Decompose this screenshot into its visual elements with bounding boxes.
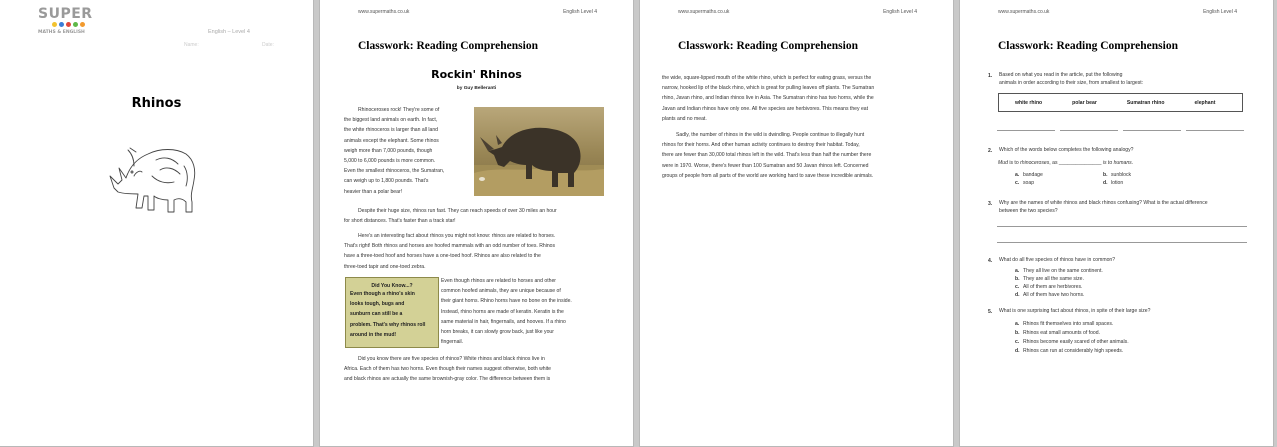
text-line: animals in order according to their size, from smallest to largest: xyxy=(999,79,1144,86)
option-letter: c. xyxy=(1015,339,1020,345)
paragraph-4 xyxy=(441,276,621,347)
text-line: Africa. Each of them has two horns. Even though their names suggest otherwise, both white xyxy=(344,366,551,373)
paragraph-dwindling xyxy=(662,130,942,181)
text-line: their giant horns. Rhino horns have no bone on the inside. xyxy=(441,298,572,305)
question-number: 5. xyxy=(988,309,993,315)
question-number: 2. xyxy=(988,148,993,154)
text-line: heavier than a polar bear! xyxy=(344,188,403,195)
text-line: have a three-toed hoof and horses have a one-toed hoof. Rhinos are also related to the xyxy=(344,253,541,260)
text-line: Instead, rhino horns are made of keratin. Keratin is the xyxy=(441,308,564,315)
option-a[interactable] xyxy=(1015,321,1113,327)
text-line: rhino, Javan rhino, and Indian rhinos live in Asia. The Sumatran rhino has two horns, while the xyxy=(662,95,874,102)
question-1-text xyxy=(999,72,1259,87)
option-text: bandage xyxy=(1023,172,1043,178)
text-line: narrow, hooked lip of the black rhino, which is great for pulling leaves off plants. The Sumatran xyxy=(662,85,875,92)
header-level: English Level 4 xyxy=(563,9,597,15)
level-label: English – Level 4 xyxy=(208,29,250,35)
option-c[interactable] xyxy=(1015,284,1082,290)
option-text: They all live on the same continent. xyxy=(1023,268,1103,274)
text-line: sunburn can still be a xyxy=(350,311,403,318)
text-line: problem. That's why rhinos roll xyxy=(350,321,426,328)
did-you-know-box xyxy=(345,277,439,348)
text-line: common hoofed animals, they are unique because of xyxy=(441,288,561,295)
paragraph-5 xyxy=(344,354,619,385)
text-line: horn breaks, it can slowly grow back, just like your xyxy=(441,329,554,336)
option-text: sunblock xyxy=(1111,172,1132,178)
option-letter: a. xyxy=(1015,268,1020,274)
rhino-drawing-icon xyxy=(108,136,200,216)
header-site: www.supermaths.co.uk xyxy=(678,9,730,15)
paragraph-2 xyxy=(344,206,614,226)
option-letter: a. xyxy=(1015,321,1020,327)
answer-line[interactable] xyxy=(997,242,1247,243)
paragraph-3 xyxy=(344,231,614,272)
option-d[interactable] xyxy=(1015,348,1123,354)
text-line: looks tough, bugs and xyxy=(350,301,405,308)
text-line: three-toed tapir and one-toed zebra. xyxy=(344,263,426,270)
answer-line[interactable] xyxy=(997,130,1055,131)
option-b[interactable] xyxy=(1015,276,1084,282)
classwork-title: Classwork: Reading Comprehension xyxy=(358,40,538,52)
option-d[interactable] xyxy=(1103,180,1123,186)
text-line: plants and no meat. xyxy=(662,115,707,122)
text-line: around in the mud! xyxy=(350,331,397,338)
story-title: Rockin' Rhinos xyxy=(431,68,522,81)
text-line: were in 1970. Worse, there's fewer than 100 Sumatran and 50 Javan rhinos left. Concerned xyxy=(662,162,869,169)
option-text: Rhinos eat small amounts of food. xyxy=(1023,330,1101,336)
page-2-article xyxy=(320,0,633,446)
date-label: Date: xyxy=(262,42,274,48)
text-line: between the two species? xyxy=(999,207,1058,214)
word-bank-item: elephant xyxy=(1194,99,1216,106)
option-letter: d. xyxy=(1015,292,1020,298)
option-text: Rhinos become easily scared of other animals. xyxy=(1023,339,1129,345)
text-line: Here's an interesting fact about rhinos you might not know: rhinos are related to horses. xyxy=(358,233,556,239)
text-line: groups of people from all parts of the world are working hard to save these incredible animals. xyxy=(662,172,874,179)
page-3-article-continued xyxy=(640,0,953,446)
logo-tagline: MATHS & ENGLISH xyxy=(38,30,85,35)
analogy-mud: Mud xyxy=(998,160,1008,166)
text-line: Despite their huge size, rhinos run fast. They can reach speeds of over 30 miles an hour xyxy=(358,208,557,214)
option-c[interactable] xyxy=(1015,180,1034,186)
question-4-text: What do all five species of rhinos have in common? xyxy=(999,257,1116,263)
byline: by Guy Belleranti xyxy=(456,86,497,91)
option-letter: c. xyxy=(1015,180,1020,186)
text-line: rhinos for their horns. And other human activity continues to destroy their habitat. Today, xyxy=(662,142,860,149)
did-you-know-heading: Did You Know...? xyxy=(371,283,413,289)
option-text: They are all the same size. xyxy=(1023,276,1084,282)
option-text: Rhinos fit themselves into small spaces. xyxy=(1023,321,1114,327)
analogy-humans: is to humans. xyxy=(1102,160,1134,166)
text-line: weigh more than 7,000 pounds, though xyxy=(344,147,433,154)
question-2-text: Which of the words below completes the following analogy? xyxy=(999,147,1134,153)
analogy-line xyxy=(998,160,1258,168)
answer-line[interactable] xyxy=(997,226,1247,227)
option-b[interactable] xyxy=(1103,172,1131,178)
option-letter: c. xyxy=(1015,284,1020,290)
super-maths-logo xyxy=(38,6,118,36)
text-line: Even though rhinos are related to horses and other xyxy=(441,278,556,284)
rhino-photo xyxy=(474,107,604,196)
option-text: All of them have two horns. xyxy=(1023,292,1085,298)
text-line: and black rhinos are actually the same brownish-gray color. The difference between them is xyxy=(344,376,551,383)
option-letter: a. xyxy=(1015,172,1020,178)
text-line: Did you know there are five species of rhinos? White rhinos and black rhinos live in xyxy=(358,356,545,362)
option-text: Rhinos can run at considerably high speeds. xyxy=(1023,348,1124,354)
name-label: Name: xyxy=(184,42,199,48)
analogy-rhinoceroses: rhinoceroses xyxy=(1020,160,1050,166)
text-line: 5,000 to 6,000 pounds is more common. xyxy=(344,158,436,165)
page-4-questions xyxy=(960,0,1273,446)
option-letter: b. xyxy=(1103,172,1108,178)
answer-line[interactable] xyxy=(1186,130,1244,131)
cover-title: Rhinos xyxy=(131,96,182,111)
text-line: for short distances. That's faster than a track star! xyxy=(344,218,456,225)
question-number: 1. xyxy=(988,73,993,79)
option-b[interactable] xyxy=(1015,330,1100,336)
logo-dots xyxy=(52,22,85,27)
did-you-know-body xyxy=(346,289,438,340)
classwork-title: Classwork: Reading Comprehension xyxy=(998,40,1178,52)
text-line: the white rhinoceros is larger than all land xyxy=(344,127,439,134)
question-number: 4. xyxy=(988,258,993,264)
word-bank-item: Sumatran rhino xyxy=(1126,99,1165,106)
text-line: Even though a rhino's skin xyxy=(350,291,415,297)
question-3-text xyxy=(999,200,1261,215)
header-site: www.supermaths.co.uk xyxy=(358,9,410,15)
classwork-title: Classwork: Reading Comprehension xyxy=(678,40,858,52)
text-line: Sadly, the number of rhinos in the wild is dwindling. People continue to illegally hunt xyxy=(676,132,865,138)
option-c[interactable] xyxy=(1015,339,1129,345)
answer-line[interactable] xyxy=(1123,130,1181,131)
logo-word: SUPER xyxy=(38,6,93,22)
header-level: English Level 4 xyxy=(883,9,917,15)
word-bank-item: white rhino xyxy=(1015,99,1043,106)
text-line: there are fewer than 30,000 total rhinos left in the wild. That's less than half the number there xyxy=(662,152,872,159)
word-bank-item: polar bear xyxy=(1072,99,1097,106)
analogy-is-to: is to xyxy=(1007,160,1021,166)
paragraph-cont xyxy=(662,73,942,124)
option-letter: d. xyxy=(1103,180,1108,186)
option-text: soap xyxy=(1023,180,1035,186)
page-1-cover xyxy=(0,0,313,446)
question-5-text: What is one surprising fact about rhinos, in spite of their large size? xyxy=(999,308,1151,314)
option-text: lotion xyxy=(1111,180,1124,186)
analogy-blank: , as _______________ xyxy=(1049,160,1103,166)
question-number: 3. xyxy=(988,201,993,207)
header-site: www.supermaths.co.uk xyxy=(998,9,1050,15)
text-line: That's right! Both rhinos and horses are hoofed mammals with an odd number of toes. Rhinos xyxy=(344,243,556,250)
text-line: Rhinoceroses rock! They're some of xyxy=(358,107,440,113)
option-a[interactable] xyxy=(1015,268,1103,274)
text-line: Why are the names of white rhinos and black rhinos confusing? What is the actual difference xyxy=(999,200,1208,206)
option-d[interactable] xyxy=(1015,292,1084,298)
text-line: the wide, square-lipped mouth of the white rhino, which is perfect for eating grass, versus the xyxy=(662,75,872,81)
header-level: English Level 4 xyxy=(1203,9,1237,15)
text-line: Javan and Indian rhinos have only one. All five species are herbivores. This means they eat xyxy=(662,105,869,112)
text-line: can weigh up to 1,800 pounds. That's xyxy=(344,178,429,185)
text-line: Based on what you read in the article, put the following xyxy=(999,72,1123,78)
text-line: Even the smallest rhinoceros, the Sumatran, xyxy=(344,168,445,175)
text-line: animals except the elephant. Some rhinos xyxy=(344,137,439,144)
text-line: fingernail. xyxy=(441,339,464,346)
text-line: the biggest land animals on earth. In fact, xyxy=(344,117,438,124)
paragraph-1 xyxy=(344,105,474,197)
option-letter: b. xyxy=(1015,276,1020,282)
text-line: same material in hair, fingernails, and hooves. If a rhino xyxy=(441,318,566,325)
option-a[interactable] xyxy=(1015,172,1043,178)
word-bank-box xyxy=(998,93,1243,112)
option-letter: d. xyxy=(1015,348,1020,354)
answer-line[interactable] xyxy=(1060,130,1118,131)
option-letter: b. xyxy=(1015,330,1020,336)
option-text: All of them are herbivores. xyxy=(1023,284,1083,290)
